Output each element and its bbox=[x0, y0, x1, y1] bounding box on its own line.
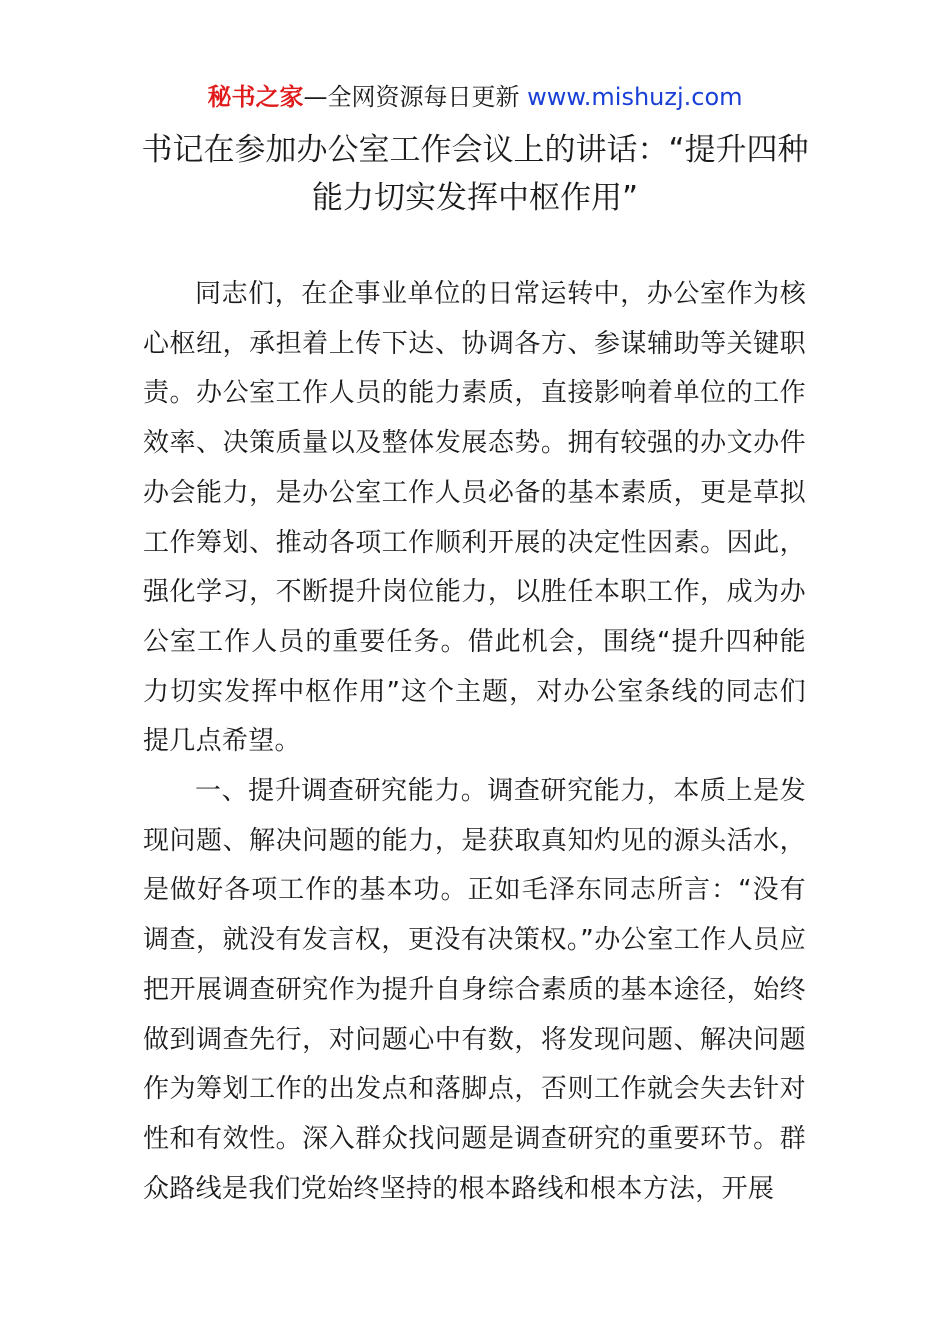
site-header bbox=[0, 80, 950, 114]
site-tagline: —全网资源每日更新 bbox=[303, 83, 528, 111]
document-body bbox=[143, 270, 806, 1214]
document-title: 书记在参加办公室工作会议上的讲话：“提升四种能力切实发挥中枢作用” bbox=[141, 132, 809, 216]
site-brand: 秘书之家 bbox=[207, 83, 304, 111]
paragraph-intro: 同志们，在企事业单位的日常运转中，办公室作为核心枢纽，承担着上传下达、协调各方、参谋辅助等关键职责。办公室工作人员的能力素质，直接影响着单位的工作效率、决策质量以及整体发展态势。拥有较强的办文办件办会能力，是办公室工作人员必备的基本素质，更是草拟工作筹划、推动各项工作顺利开展的决定性因素。因此，强化学习，不断提升岗位能力，以胜任本职工作，成为办公室工作人员的重要任务。借此机会，围绕“提升四种能力切实发挥中枢作用”这个主题，对办公室条线的同志们提几点希望。 bbox=[143, 279, 806, 757]
site-url-link[interactable]: www.mishuzj.com bbox=[527, 83, 743, 111]
paragraph-section-one: 一、提升调查研究能力。调查研究能力，本质上是发现问题、解决问题的能力，是获取真知灼见的源头活水，是做好各项工作的基本功。正如毛泽东同志所言：“没有调查，就没有发言权，更没有决策权。”办公室工作人员应把开展调查研究作为提升自身综合素质的基本途径，始终做到调查先行，对问题心中有数，将发现问题、解决问题作为筹划工作的出发点和落脚点，否则工作就会失去针对性和有效性。深入群众找问题是调查研究的重要环节。群众路线是我们党始终坚持的根本路线和根本方法，开展 bbox=[143, 776, 806, 1204]
